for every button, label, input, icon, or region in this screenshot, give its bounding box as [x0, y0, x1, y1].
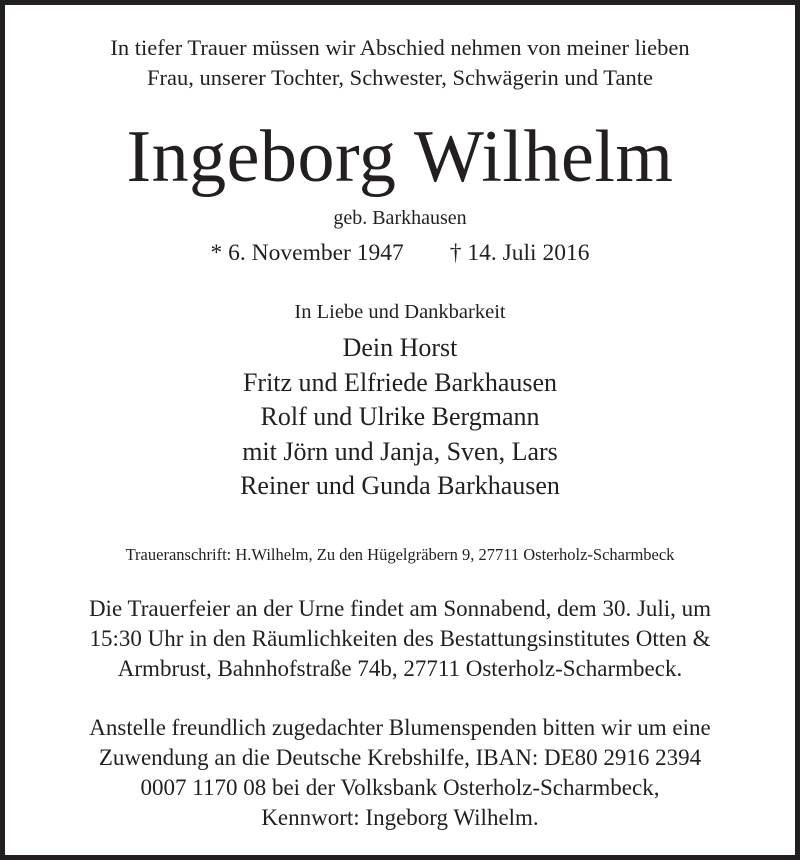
donation-line-3: 0007 1170 08 bei der Volksbank Osterholz-Scharmbeck,: [140, 775, 660, 800]
mourning-address: Traueranschrift: H.Wilhelm, Zu den Hügelgräbern 9, 27711 Osterholz-Scharmbeck: [125, 545, 675, 564]
mourner-3: Rolf und Ulrike Bergmann: [260, 402, 540, 431]
intro-line-2: Frau, unserer Tochter, Schwester, Schwägerin und Tante: [147, 65, 653, 90]
intro-line-1: In tiefer Trauer müssen wir Abschied nehmen von meiner lieben: [110, 35, 690, 60]
mourners-list: [5, 331, 795, 504]
donation-info: [5, 713, 795, 833]
mourner-5: Reiner und Gunda Barkhausen: [240, 471, 560, 500]
thanks-line: In Liebe und Dankbarkeit: [294, 301, 506, 323]
ceremony-line-1: Die Trauerfeier an der Urne findet am Sonnabend, dem 30. Juli, um: [88, 596, 712, 621]
deceased-name: Ingeborg Wilhelm: [126, 116, 674, 198]
mourner-4: mit Jörn und Janja, Sven, Lars: [242, 436, 558, 466]
intro-text: [5, 33, 795, 93]
ceremony-line-3: Armbrust, Bahnhofstraße 74b, 27711 Osterholz-Scharmbeck.: [117, 656, 683, 681]
mourner-2: Fritz und Elfriede Barkhausen: [242, 367, 558, 397]
donation-line-2: Zuwendung an die Deutsche Krebshilfe, IBAN: DE80 2916 2394: [98, 745, 702, 770]
life-dates: [5, 238, 795, 268]
death-date: † 14. Juli 2016: [449, 240, 590, 266]
donation-line-4: Kennwort: Ingeborg Wilhelm.: [261, 805, 539, 830]
maiden-name: geb. Barkhausen: [333, 207, 467, 229]
ceremony-line-2: 15:30 Uhr in den Räumlichkeiten des Bestattungsinstitutes Otten &: [89, 626, 711, 651]
mourner-1: Dein Horst: [342, 333, 458, 362]
donation-line-1: Anstelle freundlich zugedachter Blumenspenden bitten wir um eine: [89, 715, 711, 740]
ceremony-info: [5, 594, 795, 684]
birth-date: * 6. November 1947: [210, 240, 404, 266]
